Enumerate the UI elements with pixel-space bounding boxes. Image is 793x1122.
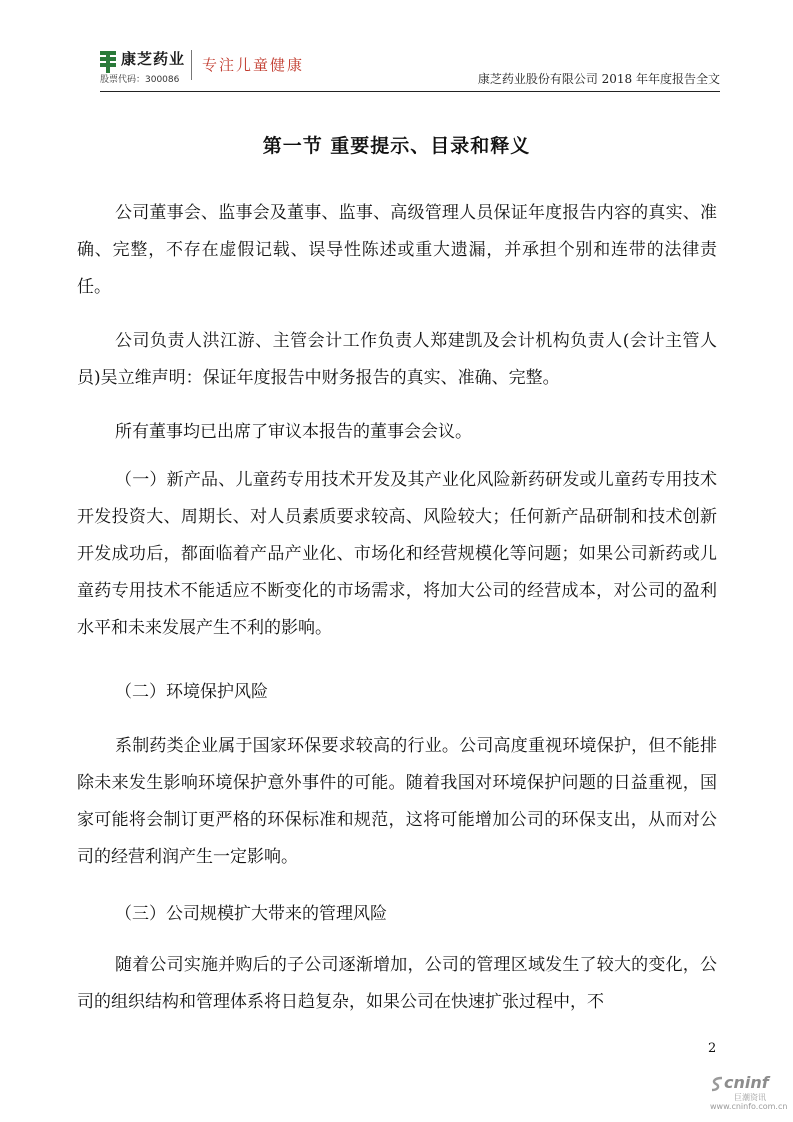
- logo-divider: [191, 50, 192, 80]
- header-divider: [100, 91, 720, 92]
- cninfo-watermark: [710, 1073, 788, 1113]
- cninfo-chinese-name: 巨潮资讯: [734, 1093, 766, 1102]
- page-number: 2: [708, 1041, 717, 1056]
- company-slogan: 专注儿童健康: [202, 56, 305, 74]
- page-header: [100, 46, 720, 90]
- risk-environment-heading: （二）环境保护风险: [115, 682, 268, 702]
- risk-environment-paragraph: 系制药类企业属于国家环保要求较高的行业。公司高度重视环境保护，但不能排除未来发生影响环境保护意外事件的可能。随着我国对环境保护问题的日益重视，国家可能将会制订更严格的环保标准和规范，这将可能增加公司的环保支出，从而对公司的经营利润产生一定影响。: [77, 736, 717, 867]
- risk-new-product-paragraph: （一）新产品、儿童药专用技术开发及其产业化风险新药研发或儿童药专用技术开发投资大、周期长、对人员素质要求较高、风险较大；任何新产品研制和技术创新开发成功后，都面临着产品产业化、市场化和经营规模化等问题；如果公司新药或儿童药专用技术不能适应不断变化的市场需求，将加大公司的经营成本，对公司的盈利水平和未来发展产生不利的影响。: [77, 470, 717, 638]
- company-logo-icon: [100, 51, 116, 73]
- report-title: 康芝药业股份有限公司 2018 年年度报告全文: [477, 72, 720, 86]
- cninfo-swoosh-icon: [710, 1076, 724, 1092]
- cninfo-url: www.cninfo.com.cn: [710, 1102, 788, 1111]
- disclaimer-paragraph: 公司董事会、监事会及董事、监事、高级管理人员保证年度报告内容的真实、准确、完整，不存在虚假记载、误导性陈述或重大遗漏，并承担个别和连带的法律责任。: [77, 203, 717, 297]
- board-attendance-paragraph: 所有董事均已出席了审议本报告的董事会会议。: [115, 422, 472, 442]
- company-logo-name: 康芝药业: [121, 50, 186, 68]
- risk-management-paragraph: 随着公司实施并购后的子公司逐渐增加，公司的管理区域发生了较大的变化，公司的组织结构和管理体系将日趋复杂，如果公司在快速扩张过程中，不: [77, 955, 717, 1012]
- responsibility-statement-paragraph: 公司负责人洪江游、主管会计工作负责人郑建凯及会计机构负责人(会计主管人员)吴立维声明：保证年度报告中财务报告的真实、准确、完整。: [77, 331, 717, 388]
- cninfo-brand: cninf: [724, 1073, 769, 1092]
- risk-management-heading: （三）公司规模扩大带来的管理风险: [115, 904, 387, 924]
- section-title: 第一节 重要提示、目录和释义: [262, 135, 531, 157]
- stock-code: 股票代码：300086: [100, 75, 180, 85]
